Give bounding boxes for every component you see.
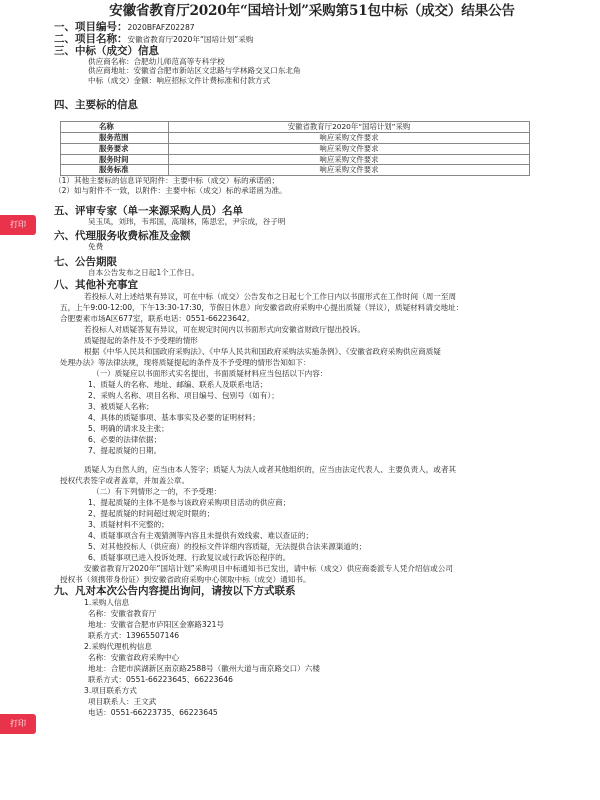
project-contact-person: 项目联系人：王文武 (88, 697, 157, 707)
section-1 (50, 21, 580, 33)
table-row (61, 143, 530, 154)
list-item: 4、具体的质疑事项、基本事实及必要的证明材料； (88, 413, 260, 423)
section-7-heading: 七、公告期限 (54, 255, 117, 268)
list-item: 5、明确的请求及主张； (88, 424, 169, 434)
list-item: 2、提起质疑的时间超过规定时限的； (88, 509, 215, 519)
supplier-name: 供应商名称：合肥幼儿师范高等专科学校 (88, 57, 225, 66)
list-item: 1、质疑人的名称、地址、邮编、联系人及联系电话； (88, 380, 268, 390)
section-1-heading: 一、项目编号： (54, 21, 128, 33)
legal-basis-line-1: 根据《中华人民共和国政府采购法》、《中华人民共和国政府采购法实施条例》、《安徽省政府采购供应商质疑 (84, 347, 441, 357)
announcement-document (50, 0, 580, 718)
table-key: 服务标准 (61, 165, 169, 176)
conditions-heading: 质疑提起的条件及不予受理的情形 (84, 336, 198, 346)
table-row (61, 165, 530, 176)
contact-1-heading: 1.采购人信息 (84, 598, 130, 608)
list-item: 4、质疑事项含有主观猜测等内容且未提供有效线索、难以查证的； (88, 531, 314, 541)
notification-line-2: 授权书（须携带身份证）到安徽省政府采购中心领取中标（成交）通知书。 (60, 575, 311, 585)
agency-phone: 联系方式：0551-66223645、66223646 (88, 675, 233, 685)
section-2 (50, 33, 580, 45)
project-name: 安徽省教育厅2020年“国培计划”采购 (127, 35, 254, 44)
table-row (61, 122, 530, 133)
section-9-heading: 九、凡对本次公告内容提出询问，请按以下方式联系 (54, 585, 296, 598)
list-item: 7、提起质疑的日期。 (88, 446, 162, 456)
table-key: 名称 (61, 122, 169, 133)
legal-basis-line-2: 处理办法》等法律法规，现将质疑提起的条件及不予受理的情形告知如下： (60, 358, 311, 368)
contact-3-heading: 3.项目联系方式 (84, 686, 137, 696)
expert-list: 吴玉凤，刘玮，韦邦国，高瑞林，陈思宏，尹宗成，谷子明 (88, 217, 286, 227)
list-item: 3、质疑材料不完整的； (88, 520, 169, 530)
project-contact-phone: 电话：0551-66223735、66223645 (88, 708, 218, 718)
list-item: 1、提起质疑的主体不是参与该政府采购项目活动的供应商； (88, 498, 291, 508)
bid-amount: 中标（成交）金额：响应招标文件计费标准和付款方式 (88, 75, 271, 85)
project-number: 2020BFAFZ02287 (127, 23, 195, 32)
table-value: 安徽省教育厅2020年“国培计划”采购 (169, 122, 530, 133)
signature-rule-line-2: 授权代表签字或者盖章，并加盖公章。 (60, 476, 190, 486)
table-key: 服务要求 (61, 143, 169, 154)
section-4-heading: 四、主要标的信息 (54, 99, 138, 112)
notification-line-1: 安徽省教育厅2020年“国培计划”采购项目中标通知书已发出，请中标（成交）供应商委派专人凭介绍信或公司 (84, 564, 453, 574)
subject-info-table (60, 121, 530, 176)
table-value: 响应采购文件要求 (169, 165, 530, 176)
purchaser-phone: 联系方式：13965507146 (88, 631, 180, 641)
contact-info (50, 597, 580, 718)
table-value: 响应采购文件要求 (169, 143, 530, 154)
agency-address: 地址：合肥市滨湖新区南京路2588号（徽州大道与南京路交口）六楼 (88, 664, 320, 674)
list-item: 2、采购人名称、项目名称、项目编号、包别号（如有）； (88, 391, 279, 401)
section-8-heading: 八、其他补充事宜 (54, 279, 138, 292)
notice-period: 自本公告发布之日起1个工作日。 (88, 267, 200, 277)
table-note-1: （1）其他主要标的信息详见附件：主要中标（成交）标的承诺函； (54, 176, 280, 186)
table-value: 响应采购文件要求 (169, 154, 530, 165)
purchaser-address: 地址：安徽省合肥市庐阳区金寨路321号 (88, 620, 224, 630)
objection-paragraph-line-3: 合肥要素市场A区677室，联系电话：0551-66223642。 (60, 314, 255, 324)
contact-2-heading: 2.采购代理机构信息 (84, 642, 152, 652)
section-5-heading: 五、评审专家（单一来源采购人员）名单 (54, 205, 243, 218)
purchaser-name: 名称：安徽省教育厅 (88, 609, 157, 619)
list-item: 6、质疑事项已进入投诉处理、行政复议或行政诉讼程序的。 (88, 553, 291, 563)
table-key: 服务范围 (61, 133, 169, 144)
condition-2-heading: （二）有下列情形之一的，不予受理： (92, 487, 222, 497)
section-8-body (50, 291, 580, 585)
agency-name: 名称：安徽省政府采购中心 (88, 653, 180, 663)
table-value: 响应采购文件要求 (169, 133, 530, 144)
table-row (61, 154, 530, 165)
objection-paragraph-line-1: 若投标人对上述结果有异议，可在中标（成交）公告发布之日起七个工作日内以书面形式在工作时间（周一至周 (84, 292, 457, 302)
signature-rule-line-1: 质疑人为自然人的，应当由本人签字；质疑人为法人或者其他组织的，应当由法定代表人、主要负责人，或者其 (84, 465, 457, 475)
section-6-heading: 六、代理服务收费标准及金额 (54, 230, 191, 243)
print-button[interactable]: 打印 (0, 215, 36, 235)
section-2-heading: 二、项目名称： (54, 33, 128, 45)
condition-1-heading: （一）质疑应以书面形式实名提出，书面质疑材料应当包括以下内容： (92, 369, 328, 379)
list-item: 3、被质疑人名称； (88, 402, 154, 412)
section-3-heading: 三、中标（成交）信息 (54, 45, 159, 57)
table-row (61, 133, 530, 144)
print-button-lower[interactable]: 打印 (0, 714, 36, 734)
objection-paragraph-line-2: 五，上午9:00-12:00，下午13:30-17:30，节假日休息）向安徽省政府采购中心提出质疑（异议），质疑材料请交地址： (60, 303, 464, 313)
list-item: 6、必要的法律依据； (88, 435, 162, 445)
agency-fee: 免费 (88, 242, 104, 252)
table-note-2: （2）如与附件不一致，以附件：主要中标（成交）标的承诺函为准。 (54, 185, 287, 195)
list-item: 5、对其他投标人（供应商）的投标文件详细内容质疑，无法提供合法来源渠道的； (88, 542, 367, 552)
page-title: 安徽省教育厅2020年“国培计划”采购第51包中标（成交）结果公告 (109, 3, 515, 19)
table-key: 服务时间 (61, 154, 169, 165)
supplier-address: 供应商地址：安徽省合肥市新站区文忠路与学林路交叉口东北角 (88, 66, 301, 76)
complaint-paragraph: 若投标人对质疑答复有异议，可在规定时间内以书面形式向安徽省财政厅提出投诉。 (84, 325, 365, 335)
